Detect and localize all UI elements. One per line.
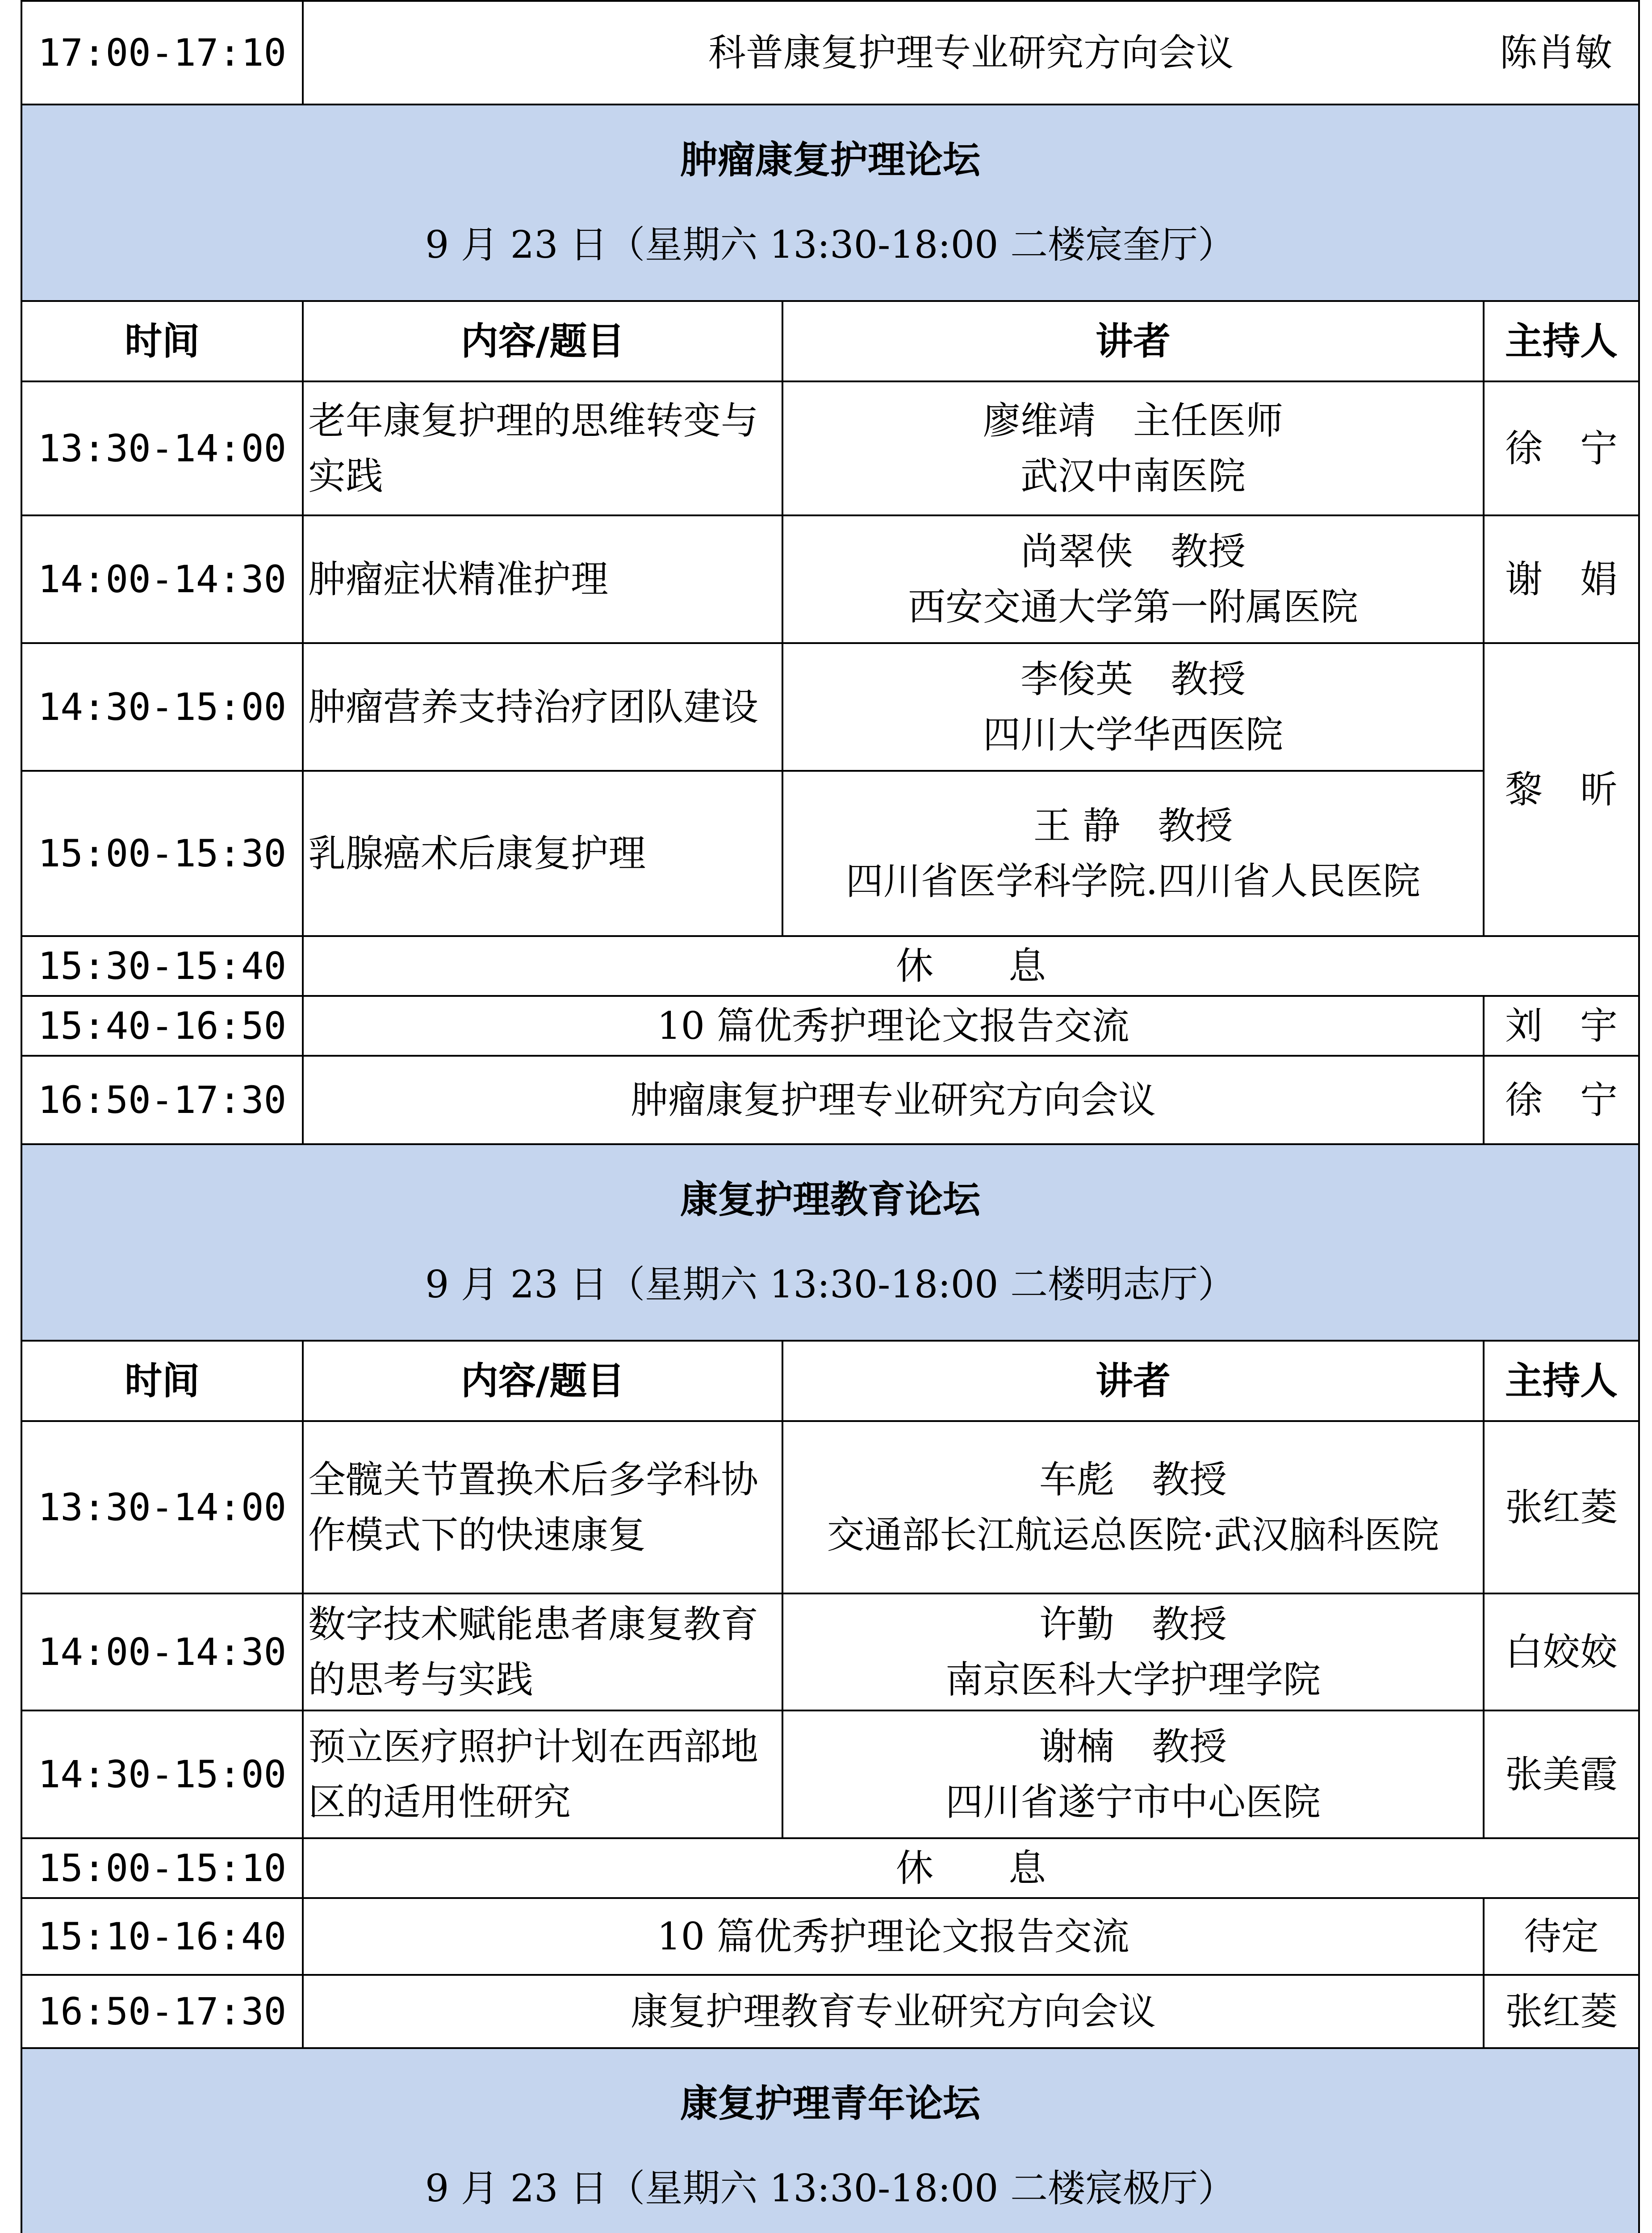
section-subtitle: 9 月 23 日（星期六 13:30-18:00 二楼明志厅） — [425, 1263, 1236, 1306]
host-cell: 刘 宇 — [1484, 996, 1639, 1056]
host-cell: 徐 宁 — [1484, 1056, 1639, 1144]
speaker-org: 四川省医学科学院.四川省人民医院 — [845, 859, 1421, 903]
schedule-table — [21, 0, 1640, 2233]
time-cell: 16:50-17:30 — [21, 1056, 303, 1144]
speaker-name: 尚翠侠 教授 — [1020, 530, 1246, 573]
time-cell: 15:00-15:30 — [21, 771, 303, 936]
speaker-name: 许勤 教授 — [1039, 1602, 1227, 1646]
speaker-cell — [782, 771, 1484, 936]
host-cell: 白姣姣 — [1484, 1593, 1639, 1710]
table-row — [21, 1056, 1639, 1144]
section-title: 肿瘤康复护理论坛 — [680, 138, 981, 182]
table-row — [21, 381, 1639, 515]
table-row — [21, 1, 1639, 105]
table-row — [21, 996, 1639, 1056]
speaker-name: 李俊英 教授 — [1020, 657, 1246, 701]
section-banner — [21, 1144, 1639, 1341]
papers-cell: 10 篇优秀护理论文报告交流 — [303, 996, 1484, 1056]
host-cell: 张美霞 — [1484, 1710, 1639, 1838]
speaker-cell — [782, 1710, 1484, 1838]
topic-cell: 老年康复护理的思维转变与实践 — [303, 381, 782, 515]
speaker-name: 廖维靖 主任医师 — [983, 399, 1283, 443]
header-host: 主持人 — [1484, 1341, 1639, 1421]
time-cell: 14:30-15:00 — [21, 1710, 303, 1838]
table-row — [21, 1898, 1639, 1975]
table-row — [21, 643, 1639, 771]
time-cell: 17:00-17:10 — [21, 1, 303, 105]
speaker-cell — [782, 1421, 1484, 1593]
papers-cell: 10 篇优秀护理论文报告交流 — [303, 1898, 1484, 1975]
header-speaker: 讲者 — [782, 1341, 1484, 1421]
section-header — [21, 1144, 1639, 1341]
table-row — [21, 515, 1639, 643]
time-cell: 15:00-15:10 — [21, 1838, 303, 1898]
speaker-org: 四川省遂宁市中心医院 — [945, 1780, 1321, 1824]
break-cell: 休 息 — [303, 1838, 1639, 1898]
speaker-cell — [782, 643, 1484, 771]
header-speaker: 讲者 — [782, 301, 1484, 381]
section-title: 康复护理教育论坛 — [680, 1177, 981, 1221]
topic-cell: 预立医疗照护计划在西部地区的适用性研究 — [303, 1710, 782, 1838]
section-subtitle: 9 月 23 日（星期六 13:30-18:00 二楼宸奎厅） — [425, 223, 1236, 267]
table-row — [21, 1421, 1639, 1593]
speaker-org: 交通部长江航运总医院·武汉脑科医院 — [827, 1513, 1439, 1557]
table-row — [21, 1838, 1639, 1898]
topic-cell: 全髋关节置换术后多学科协作模式下的快速康复 — [303, 1421, 782, 1593]
section-banner — [21, 2048, 1639, 2233]
topic-cell: 肿瘤症状精准护理 — [303, 515, 782, 643]
speaker-cell — [782, 515, 1484, 643]
time-cell: 14:30-15:00 — [21, 643, 303, 771]
meeting-cell: 肿瘤康复护理专业研究方向会议 — [303, 1056, 1484, 1144]
speaker-name: 车彪 教授 — [1039, 1458, 1227, 1501]
column-headers — [21, 1341, 1639, 1421]
section-subtitle: 9 月 23 日（星期六 13:30-18:00 二楼宸极厅） — [425, 2166, 1236, 2210]
speaker-cell — [782, 381, 1484, 515]
table-row — [21, 771, 1639, 936]
time-cell: 15:30-15:40 — [21, 936, 303, 996]
header-topic: 内容/题目 — [303, 301, 782, 381]
section-header — [21, 105, 1639, 301]
table-row — [21, 1975, 1639, 2048]
break-cell: 休 息 — [303, 936, 1639, 996]
header-host: 主持人 — [1484, 301, 1639, 381]
speaker-cell — [782, 1593, 1484, 1710]
speaker-name: 王 静 教授 — [1033, 804, 1233, 848]
host-cell: 张红菱 — [1484, 1421, 1639, 1593]
time-cell: 14:00-14:30 — [21, 1593, 303, 1710]
column-headers — [21, 301, 1639, 381]
header-time: 时间 — [21, 1341, 303, 1421]
header-time: 时间 — [21, 301, 303, 381]
section-title: 康复护理青年论坛 — [680, 2081, 981, 2125]
speaker-org: 武汉中南医院 — [1020, 454, 1246, 498]
speaker-name: 谢楠 教授 — [1039, 1725, 1227, 1769]
session-title: 科普康复护理专业研究方向会议 — [708, 31, 1234, 75]
time-cell: 13:30-14:00 — [21, 381, 303, 515]
speaker-org: 四川大学华西医院 — [983, 713, 1283, 757]
time-cell: 15:40-16:50 — [21, 996, 303, 1056]
time-cell: 14:00-14:30 — [21, 515, 303, 643]
time-cell: 15:10-16:40 — [21, 1898, 303, 1975]
table-row — [21, 1593, 1639, 1710]
topic-cell: 肿瘤营养支持治疗团队建设 — [303, 643, 782, 771]
topic-cell: 乳腺癌术后康复护理 — [303, 771, 782, 936]
meeting-cell: 康复护理教育专业研究方向会议 — [303, 1975, 1484, 2048]
speaker-org: 南京医科大学护理学院 — [945, 1658, 1321, 1702]
table-row — [21, 1710, 1639, 1838]
host-cell: 待定 — [1484, 1898, 1639, 1975]
host-cell: 徐 宁 — [1484, 381, 1639, 515]
speaker-org: 西安交通大学第一附属医院 — [908, 585, 1358, 629]
time-cell: 16:50-17:30 — [21, 1975, 303, 2048]
host-name: 陈肖敏 — [1500, 31, 1613, 75]
topic-cell: 数字技术赋能患者康复教育的思考与实践 — [303, 1593, 782, 1710]
time-cell: 13:30-14:00 — [21, 1421, 303, 1593]
section-header — [21, 2048, 1639, 2233]
header-topic: 内容/题目 — [303, 1341, 782, 1421]
host-cell: 张红菱 — [1484, 1975, 1639, 2048]
host-cell: 谢 娟 — [1484, 515, 1639, 643]
section-banner — [21, 105, 1639, 301]
host-cell: 黎 昕 — [1484, 643, 1639, 936]
session-cell — [303, 1, 1639, 105]
table-row — [21, 936, 1639, 996]
